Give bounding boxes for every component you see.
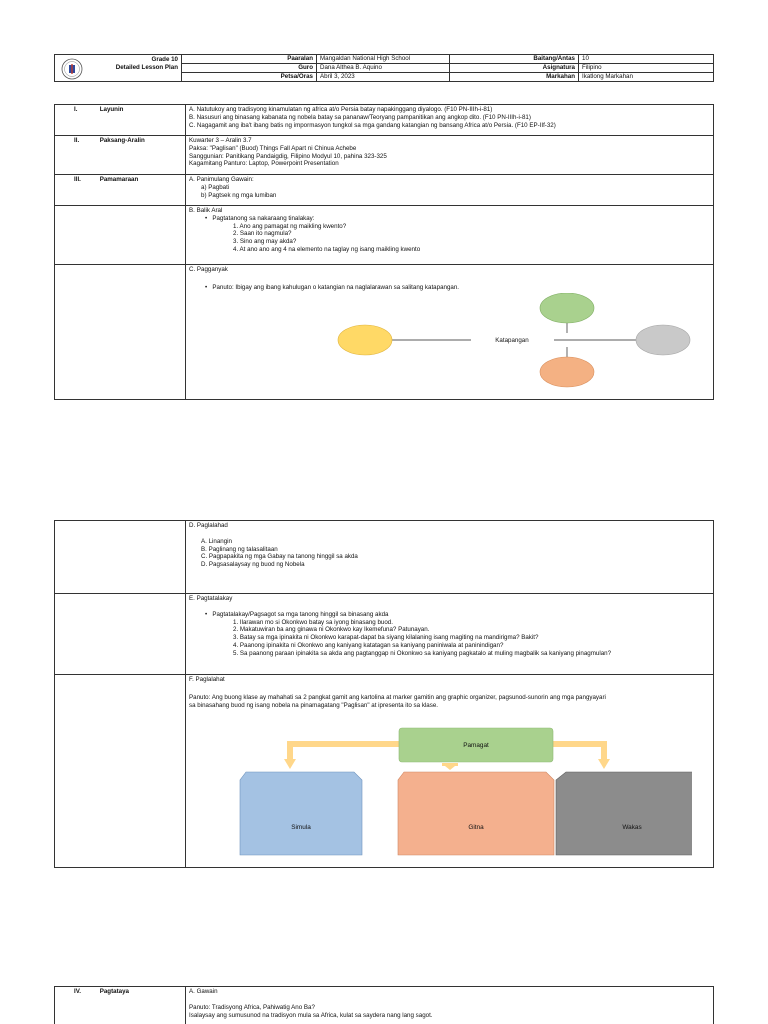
- list-item: a) Pagbati: [201, 183, 230, 191]
- empty-cell: [55, 521, 186, 594]
- layunin-content: [186, 105, 714, 136]
- value-asignatura: Filipino: [579, 64, 714, 73]
- subsection-title: A. Panimulang Gawain:: [189, 176, 254, 183]
- subsection-title: A. Gawain: [189, 988, 218, 995]
- box-wakas: [556, 772, 692, 855]
- box-simula: [240, 772, 362, 855]
- label-asignatura: Asignatura: [450, 64, 579, 73]
- pagtataya-row: [55, 987, 714, 1024]
- header-table: [54, 54, 714, 82]
- oval-left: [338, 325, 392, 355]
- bullet-text: Panuto: Ibigay ang ibang kahulugan o katangian na naglalarawan sa salitang katapangan.: [212, 283, 459, 291]
- value-baitang: 10: [579, 55, 714, 64]
- empty-cell: [55, 206, 186, 265]
- label-baitang: Baitang/Antas: [450, 55, 579, 64]
- section-number: III.: [74, 176, 81, 183]
- pamamaraan-row-a: [55, 175, 714, 206]
- instruction-text: sa binasahang buod ng isang nobela na pinamagatang "Paglisan" at ipresenta ito sa klase.: [189, 701, 438, 709]
- list-item: 3. Batay sa mga ipinakita ni Okonkwo karapat-dapat ba siyang kilalaning isang magiting na mandirigma? Bakit?: [233, 634, 539, 641]
- arrow-right: [553, 744, 604, 759]
- subsection-title: F. Paglalahat: [189, 676, 225, 683]
- list-item: 1. Ilarawan mo si Okonkwo batay sa iyong binasang buod.: [233, 618, 393, 626]
- list-item: b) Pagtsek ng mga lumiban: [201, 191, 277, 199]
- paglalahat: [186, 675, 714, 868]
- paglalahat-row: [55, 675, 714, 868]
- bullet-text: Pagtatalakay/Pagsagot sa mga tanong hinggil sa binasang akda: [212, 610, 389, 618]
- label-markahan: Markahan: [450, 73, 579, 82]
- section-number: II.: [74, 137, 80, 144]
- subsection-title: D. Paglalahad: [189, 522, 228, 529]
- arrow-center: [442, 763, 458, 766]
- pamamaraan-row-b: [55, 206, 714, 265]
- objective-b: B. Nasusuri ang binasang kabanata ng nobela batay sa pananaw/Teoryang pampanitikan ang angkop dito. (F10 PN-IIIh-i-81): [189, 113, 531, 121]
- section-number: I.: [74, 106, 78, 113]
- bullet-item: • Pagtatalakay/Pagsagot sa mga tanong hinggil sa binasang akda: [205, 610, 389, 618]
- instruction-text: Isalaysay ang sumusunod na tradisyon mula sa Africa, kulat sa saydera nang lang sagot.: [189, 1011, 433, 1019]
- list-item: 2. Makatuwiran ba ang ginawa ni Okonkwo kay Ikemefuna? Patunayan.: [233, 626, 430, 634]
- pamamaraan-row-c: [55, 265, 714, 400]
- section-title: Pamamaraan: [99, 176, 139, 183]
- arrow-left: [290, 744, 399, 759]
- oval-bottom: [540, 357, 594, 387]
- plan-type-label: Detailed Lesson Plan: [115, 63, 178, 71]
- section-number: IV.: [74, 988, 81, 995]
- panimulang-gawain: [186, 175, 714, 206]
- pagtatalakay-row: [55, 594, 714, 675]
- paksa-content: [186, 136, 714, 175]
- empty-cell: [55, 594, 186, 675]
- list-item: 1. Ano ang pamagat ng maikling kwento?: [233, 222, 347, 230]
- paglalahad: [186, 521, 714, 594]
- paksa-line: Kagamitang Panturo: Laptop, Powerpoint Presentation: [189, 160, 339, 168]
- pagganyak: [186, 265, 714, 400]
- list-item: 3. Sino ang may akda?: [233, 238, 297, 245]
- arrowhead-right: [598, 759, 610, 769]
- section-title: Layunin: [99, 106, 124, 113]
- lesson-table-3: [54, 986, 714, 1024]
- layunin-heading: [55, 105, 186, 136]
- page2-table-wrap: [54, 520, 714, 868]
- subsection-title: E. Pagtatalakay: [189, 595, 233, 602]
- paksa-row: [55, 136, 714, 175]
- list-item: A. Linangin: [201, 537, 232, 545]
- value-markahan: Ikatlong Markahan: [579, 73, 714, 82]
- arrowhead-center: [445, 766, 455, 770]
- subsection-title: B. Balik Aral: [189, 207, 223, 214]
- bullet-text: Pagtatanong sa nakaraang tinalakay:: [212, 214, 315, 222]
- paksa-line: Sanggunian: Panitikang Pandaigdig, Filipino Modyul 10, pahina 323-325: [189, 152, 387, 160]
- bullet-item: • Panuto: Ibigay ang ibang kahulugan o katangian na naglalarawan sa salitang katapangan.: [205, 283, 459, 291]
- main-table-wrap: [54, 104, 714, 400]
- logo-cell: [55, 55, 182, 82]
- label-petsa: Petsa/Oras: [182, 73, 317, 82]
- paksa-line: Paksa: "Paglisan" (Buod) Things Fall Apart ni Chinua Achebe: [189, 144, 357, 152]
- box-label: Simula: [291, 824, 311, 831]
- box-label: Wakas: [622, 824, 642, 831]
- list-item: 4. At ano ano ang 4 na elemento na taglay ng isang maikling kwento: [233, 245, 421, 253]
- objective-a: A. Natutukoy ang tradisyong kinamulatan ng africa at/o Persia batay napakinggang diyalogo. (F10 PN-IIIh-i-81): [189, 106, 493, 113]
- pagtataya-heading: [55, 987, 186, 1024]
- concept-map: [336, 293, 756, 393]
- empty-cell: [55, 675, 186, 868]
- paglalahad-row: [55, 521, 714, 594]
- list-item: 4. Paanong ipinakita ni Okonkwo ang kaniyang katatagan sa kaniyang paniniwala at paninindigan?: [233, 641, 504, 649]
- label-paaralan: Paaralan: [182, 55, 317, 64]
- graphic-organizer: [212, 727, 692, 857]
- oval-right: [636, 325, 690, 355]
- list-item: 2. Saan ito nagmula?: [233, 230, 292, 238]
- page3-table-wrap: [54, 986, 714, 1024]
- oval-top: [540, 293, 594, 323]
- instruction-text: Panuto: Ang buong klase ay mahahati sa 2 pangkat gamit ang kartolina at marker gamitin ang graphic organizer, pagsunod-sunorin ang mga pangyayari: [189, 693, 606, 701]
- box-label: Gitna: [468, 824, 484, 831]
- box-gitna: [398, 772, 554, 855]
- header-table-wrap: [54, 54, 714, 82]
- arrowhead-left: [284, 759, 296, 769]
- layunin-row: [55, 105, 714, 136]
- paksa-line: Kuwarter 3 – Aralin 3.7: [189, 137, 252, 144]
- list-item: B. Paglinang ng talasalitaan: [201, 545, 278, 553]
- section-title: Pagtataya: [99, 988, 129, 995]
- deped-seal-icon: [61, 58, 83, 80]
- pagtataya-content: [186, 987, 714, 1024]
- lesson-table: [54, 104, 714, 400]
- value-guro: Dana Althea B. Aquino: [317, 64, 450, 73]
- list-item: 5. Sa paanong paraan ipinakita sa akda ang pagtanggap ni Okonkwo sa kaniyang pagkatalo at muling magbalik sa kaniyang pinagmulan?: [233, 649, 612, 657]
- paksa-heading: [55, 136, 186, 175]
- value-petsa: Abril 3, 2023: [317, 73, 450, 82]
- title-box-label: Pamagat: [463, 742, 489, 749]
- list-item: C. Pagpapakita ng mga Gabay na tanong hinggil sa akda: [201, 553, 358, 561]
- label-guro: Guro: [182, 64, 317, 73]
- empty-cell: [55, 265, 186, 400]
- pagtatalakay: [186, 594, 714, 675]
- balik-aral: [186, 206, 714, 265]
- grade-label: Grade 10: [151, 56, 178, 63]
- section-title: Paksang-Aralin: [99, 137, 145, 144]
- instruction-text: Panuto: Tradisyong Africa, Pahiwatig Ano Ba?: [189, 1003, 315, 1011]
- value-paaralan: Mangaldan National High School: [317, 55, 450, 64]
- list-item: D. Pagsasalaysay ng buod ng Nobela: [201, 561, 305, 568]
- center-label: Katapangan: [495, 337, 529, 344]
- subsection-title: C. Pagganyak: [189, 266, 228, 273]
- lesson-table-2: [54, 520, 714, 868]
- pamamaraan-heading: [55, 175, 186, 206]
- bullet-item: • Pagtatanong sa nakaraang tinalakay:: [205, 214, 315, 222]
- objective-c: C. Nagagamit ang iba't ibang batis ng impormasyon tungkol sa mga gandang katangian ng bansang Africa at/o Persia. (F10 EP-IIf-32): [189, 121, 556, 129]
